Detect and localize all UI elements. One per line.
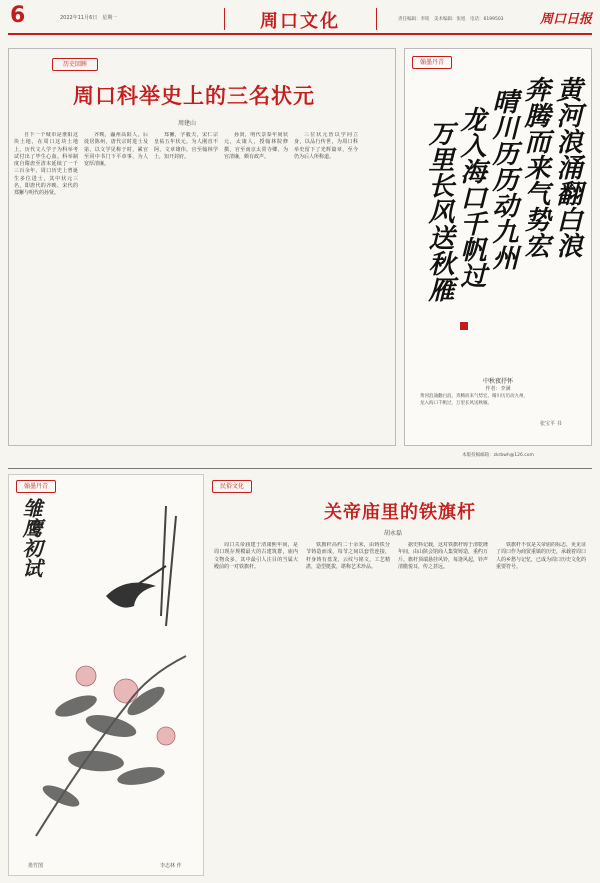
article2-paragraph: 周口关帝庙建于清康熙年间，是周口现存规模最大的古建筑群，庙内文物众多，其中最引人注目的当属大殿前的一对铁旗杆。 (214, 542, 298, 570)
article2-tag: 民俗文化 (212, 480, 252, 493)
calligraphy-line: 奔腾而来气势宏 (520, 76, 550, 258)
painting-inscription: 雏鹰初试 (19, 498, 43, 578)
section-divider-left (224, 8, 225, 30)
article2-paragraph: 铁旗杆不仅是关帝庙的标志，更见证了周口作为商贸重镇的历史，承载着周口人的乡愁与记忆，已成为周口历史文化的重要符号。 (496, 542, 586, 570)
calligraphy-line: 万里长风送秋雁 (424, 120, 454, 302)
article1-paragraph: 三位状元皆以学问立身，以品行传世，为周口科举史留下了光辉篇章，至今仍为后人所称道。 (294, 132, 358, 160)
article1-column (294, 132, 358, 432)
article2-author: 胡永磊 (384, 530, 403, 537)
calligraphy-footer-note: 本版投稿邮箱：zkrbwh@126.com (462, 453, 534, 458)
article2-column (214, 542, 298, 872)
painting-caption-left: 墨竹图 (28, 863, 44, 869)
seal-stamp-icon (460, 322, 468, 330)
article2-column (496, 542, 586, 872)
bamboo-stalks (161, 506, 176, 626)
article1-title: 周口科举史上的三名状元 (73, 83, 315, 108)
article1-paragraph: 齐映，瀛州高阳人，后徙居陈州，唐代宗时进士及第，以文学见称于时，累官至同中书门下平章事，为人宽厚清廉。 (84, 132, 148, 168)
painting-artwork (16, 496, 198, 856)
article1-paragraph: 郑獬，字毅夫，宋仁宗皇祐五年状元，为人刚直不阿，文章雄伟，官至翰林学士，知开封府。 (154, 132, 218, 160)
article2-title: 关帝庙里的铁旗杆 (324, 502, 476, 523)
page-number: 6 (10, 3, 26, 28)
calligraphy-artwork (414, 76, 582, 366)
bird-icon (106, 566, 166, 608)
editor-info: 责任编辑：李铭 美术编辑：张旭 电话：6199503 (398, 17, 504, 22)
header-rule (8, 33, 592, 35)
calligraphy-line: 晴川历历动九州 (488, 88, 518, 270)
calligraphy-line: 黄河浪涌翻白浪 (552, 76, 582, 258)
calligraphy-signature: 张宝平 书 (540, 421, 562, 427)
article1-column (14, 132, 78, 432)
calligraphy-caption-author: 作者：李满 (485, 386, 511, 392)
article2-column (306, 542, 390, 872)
article1-column (224, 132, 288, 432)
article2-paragraph: 铁旗杆高约二十余米，由铸铁分节铸造而成，每节之间以套管连接，杆身铸有盘龙、云纹与铭文，工艺精湛，造型挺拔，堪称艺术珍品。 (306, 542, 390, 570)
branch (36, 656, 186, 836)
article2-column (398, 542, 488, 872)
article2-paragraph: 据史料记载，这对铁旗杆铸于清乾隆年间，由山陕会馆商人集资铸造，重约万斤。旗杆顶端悬挂风铃，每逢风起，铃声清脆悦耳，传之甚远。 (398, 542, 488, 570)
article1-tag: 历史回眸 (52, 58, 98, 71)
calligraphy-caption-text: 黄河浪涌翻白浪，奔腾而来气势宏。晴川历历动九州，龙入海口千帆过，万里长风送秋雁。 (420, 394, 528, 406)
issue-date: 2022年11月6日 星期一 (60, 15, 118, 21)
article1-paragraph: 自下一个城市是淮阳这块土地，在周口这块土地上，历代文人学子为科举考试付出了毕生心血。科举制度自隋唐至清末延续了一千三百余年，周口历史上曾诞生多位进士，其中状元三名，即唐代的齐映、宋代的郑獬与明代的孙贤。 (14, 132, 78, 197)
article1-column (84, 132, 148, 432)
paper-logo: 周口日报 (540, 12, 593, 27)
leaf-cluster (40, 682, 169, 811)
calligraphy-line: 龙入海口千帆过 (456, 106, 486, 288)
article1-author: 周建山 (178, 120, 197, 127)
calligraphy-tag: 翰墨丹青 (412, 56, 452, 69)
calligraphy-caption-title: 中秋夜抒怀 (482, 378, 513, 385)
section-divider (8, 468, 592, 469)
article1-column (154, 132, 218, 432)
painting-caption-right: 李志林 作 (160, 863, 182, 869)
painting-tag: 翰墨丹青 (16, 480, 56, 493)
article1-paragraph: 孙贤，明代景泰年间状元，太康人，授翰林院修撰，官至南京太常寺卿，为官清廉，颇有政声。 (224, 132, 288, 160)
section-title: 周口文化 (260, 11, 340, 32)
section-divider-right (376, 8, 377, 30)
